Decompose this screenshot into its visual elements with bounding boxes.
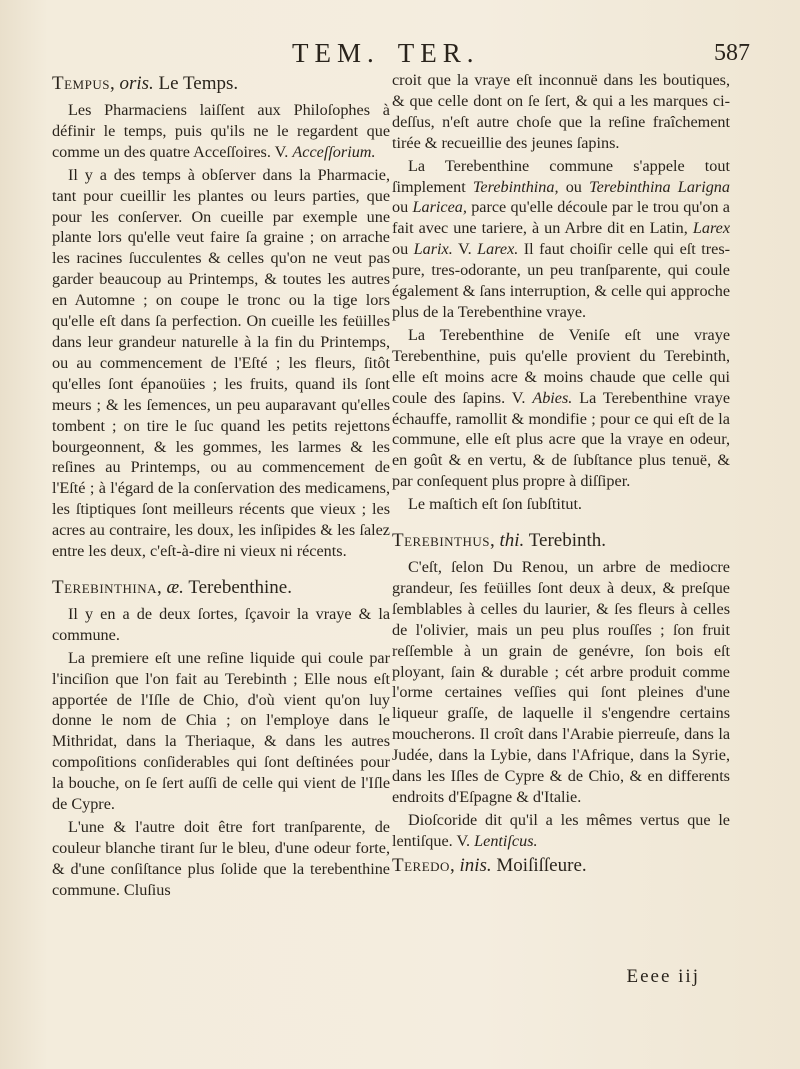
spacer [392, 517, 730, 527]
paragraph [392, 325, 730, 492]
page-number: 587 [714, 40, 750, 66]
running-title [292, 38, 498, 69]
running-head [0, 38, 800, 72]
right-column [392, 70, 730, 882]
headword: Teredo [392, 854, 450, 876]
cross-reference: Abies. [532, 388, 573, 407]
paragraph: C'eſt, ſelon Du Renou, un arbre de mediocre grandeur, ſes feüilles ſont deux à deux, & preſque ſemblables à celles du laurier, & ſes fleurs à celles de l'olivier, mais un peu plus rouſſes ; ſon fruit reſſemble à un grain de genévre, ſon bois eſt ployant, ſain & durable ; cét arbre produit comme l'orme certaines veſſies qui ſont pleines d'une liqueur graſſe, de laquelle il s'engendre certains moucherons. Il croît dans l'Arabie pierreuſe, dans la Judée, dans la Lybie, dans l'Afrique, dans la Syrie, dans les Iſles de Cypre & de Chio, & en differents endroits d'Eſpagne & d'Italie. [392, 558, 730, 806]
text: La Terebenthine de Veniſe eſt une vraye Terebenthine, puis qu'elle provient du Terebinth, elle eſt moins acre & moins chaude que celle qui coule des ſapins. V. [392, 325, 730, 407]
running-title-left: TEM. [292, 38, 380, 68]
running-title-right: TER. [397, 38, 480, 68]
text: parce qu'elle découle par le trou qu'on a fait avec une tariere, à un Arbre dit en Latin, [392, 198, 730, 238]
gloss: Moiſiſſeure. [496, 854, 587, 876]
entry-heading-tempus: Tempus, oris. Le Temps. [52, 73, 239, 94]
headword: Terebinthus [392, 530, 490, 552]
cross-ref-label: V. [274, 142, 289, 161]
paragraph [392, 156, 730, 323]
entry-heading-terebinthus: Terebinthus, thi. Terebinth. [392, 530, 607, 552]
genitive: æ. [166, 576, 184, 598]
signature-mark: Eeee iij [626, 966, 700, 987]
text: V. [457, 240, 472, 259]
latin-term: Terebinthina Larigna [589, 177, 730, 196]
paragraph [52, 100, 390, 163]
text: La Terebenthine vraye échauffe, ramollit & mondifie ; pour ce qui eſt de la commune, elle eſt plus acre que la vraye en odeur, en goût & en vertu, & de ſubſtance plus tenuë, & par conſequent plus propre à diſſiper. [392, 388, 731, 491]
paragraph: L'une & l'autre doit être fort tranſparente, de couleur blanche tirant ſur le bleu, d'une odeur forte, & d'une conſiſtance plus ſolide que la terebenthine commune. Cluſius [52, 818, 390, 899]
genitive: thi. [499, 530, 525, 552]
cross-reference: Larex. [477, 240, 519, 259]
paragraph-text: Les Pharmaciens laiſſent aux Philoſophes à définir le temps, puis qu'ils ne le regardent que comme un des quatre Acceſſoires. [52, 101, 390, 161]
latin-term: Laricea, [412, 198, 467, 217]
text: ou [392, 198, 409, 217]
left-column [52, 70, 390, 903]
paragraph: Le maſtich eſt ſon ſubſtitut. [408, 495, 582, 514]
paragraph-continued: croit que la vraye eſt inconnuë dans les boutiques, & que celle dont on ſe ſert, & qui a les marques ci-deſſus, n'eſt autre choſe que la reſine fraîchement tirée & recueillie des jeunes ſapins. [392, 71, 730, 152]
text: La Terebenthine commune s'appele tout ſimplement [392, 156, 730, 196]
paragraph: Il y en a de deux ſortes, ſçavoir la vraye & la commune. [52, 604, 390, 644]
text: Dioſcoride dit qu'il a les mêmes vertus que le lentiſque. V. [392, 810, 730, 850]
gloss: Terebinth. [528, 530, 607, 552]
cross-reference: Acceſſorium. [292, 142, 376, 161]
text: ou [392, 240, 409, 259]
latin-term: Larix. [413, 240, 453, 259]
entry-heading-teredo: Teredo, inis. Moiſiſſeure. [392, 854, 587, 876]
genitive: oris. [119, 73, 154, 94]
cross-reference: Lentiſcus. [474, 831, 538, 850]
paragraph: La premiere eſt une reſine liquide qui coule par l'inciſion que l'on fait au Terebinth ; Elle nous eſt apportée de l'Iſle de Chio, d'où vient qu'on luy donne le nom de Chia ; on l'employe dans le Mithridat, dans la Theriaque, & dans les autres compoſitions conſiderables qui ſont deſtinées pour la bouche, on ſe ſert auſſi de celle qui vient de l'Iſle de Cypre. [52, 648, 390, 814]
text: Il faut choiſir celle qui eſt tres-pure, tres-odorante, un peu tranſparente, qui coule également & ſans interruption, & celle qui approche plus de la Terebenthine vraye. [392, 240, 731, 321]
paragraph: Il y a des temps à obſerver dans la Pharmacie, tant pour cueillir les plantes ou leurs parties, que pour les conſerver. On cueille par exemple une plante lors qu'elle veut faire ſa graine ; on arrache les racines ſucculentes & celles qu'on ne veut pas garder beaucoup au Printemps, & toutes les autres en Automne ; on coupe le tronc ou la tige lors qu'elle eſt dans ſa perfection. On cueille les feüilles dans leur grandeur naturelle à la fin du Printemps, ou au commencement de l'Eſté ; les fleurs, ſitôt qu'elles ſont épanoüies ; les fruits, quand ils ſont meurs ; & les ſemences, un peu auparavant qu'elles tombent ; on tire le ſuc quand les petits rejettons bourgeonnent, & les gommes, les larmes & les reſines au Printemps, ou au commencement de l'Eſté ; à l'égard de la conſervation des medicamens, les ſtiptiques ſont meilleurs récents que vieux ; les acres au contraire, les doux, les inſipides & les ſalez entre les deux, c'eſt-à-dire ni vieux ni récents. [52, 165, 390, 561]
text: ou [565, 177, 582, 196]
spacer [52, 564, 390, 574]
gloss: Le Temps. [158, 73, 239, 94]
gloss: Terebenthine. [188, 576, 292, 598]
latin-term: Terebinthina, [472, 177, 559, 196]
paragraph [392, 810, 730, 852]
headword: Tempus [52, 73, 110, 94]
entry-heading-terebinthina: Terebinthina, æ. Terebenthine. [52, 576, 292, 598]
genitive: inis. [459, 854, 492, 876]
headword: Terebinthina [52, 576, 157, 598]
latin-term: Larex [692, 219, 731, 238]
